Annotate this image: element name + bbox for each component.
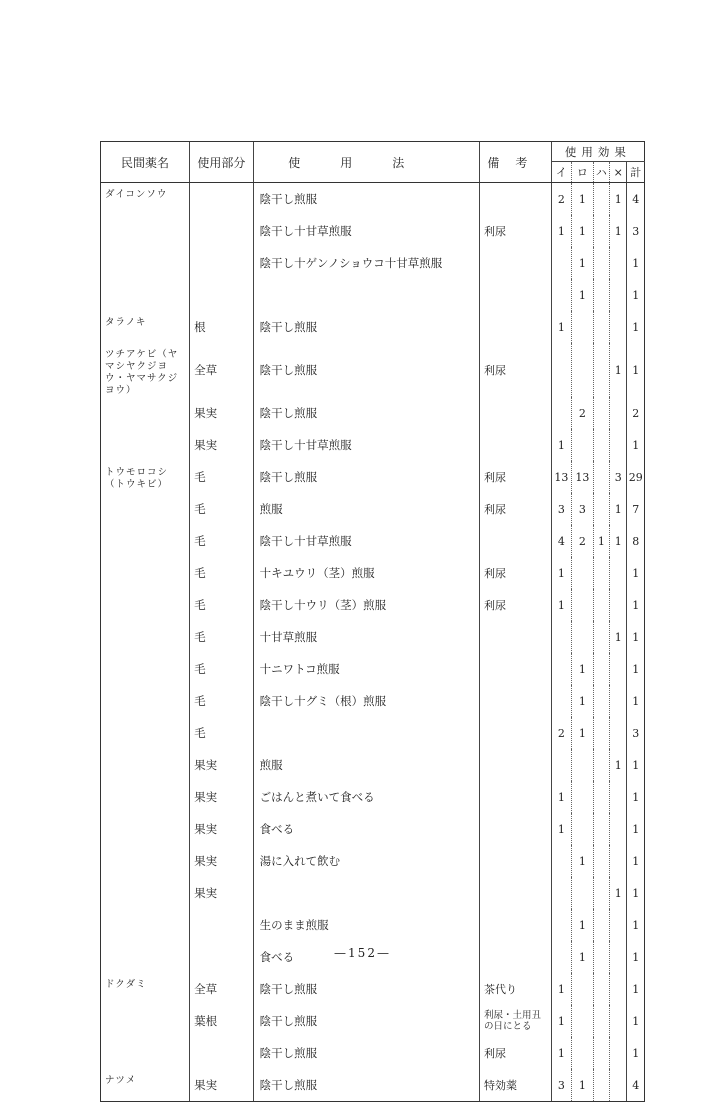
cell-effect-x [610, 653, 627, 685]
cell-name [101, 1037, 190, 1069]
cell-note: 利尿 [479, 215, 551, 247]
cell-effect-ro [572, 589, 594, 621]
cell-usage: 陰干し煎服 [253, 311, 479, 343]
header-sub-i: イ [551, 162, 571, 183]
cell-effect-ro: 2 [572, 397, 594, 429]
cell-effect-ha [593, 429, 609, 461]
cell-effect-ha [593, 215, 609, 247]
cell-usage: 十ニワトコ煎服 [253, 653, 479, 685]
cell-effect-i [551, 279, 571, 311]
cell-effect-ro: 1 [572, 1069, 594, 1102]
cell-effect-ha [593, 621, 609, 653]
cell-total: 1 [627, 311, 645, 343]
cell-note [479, 653, 551, 685]
cell-note: 利尿 [479, 493, 551, 525]
cell-usage [253, 717, 479, 749]
cell-effect-x [610, 717, 627, 749]
cell-total: 1 [627, 941, 645, 973]
cell-note [479, 621, 551, 653]
cell-part: 毛 [190, 621, 254, 653]
cell-effect-ha [593, 1005, 609, 1037]
header-sub-ro: ロ [572, 162, 594, 183]
cell-effect-i [551, 343, 571, 397]
cell-total: 8 [627, 525, 645, 557]
cell-effect-x [610, 311, 627, 343]
cell-effect-i: 1 [551, 311, 571, 343]
cell-note: 利尿 [479, 1037, 551, 1069]
cell-name [101, 813, 190, 845]
cell-effect-ha [593, 311, 609, 343]
cell-effect-x: 1 [610, 343, 627, 397]
cell-usage: 十キユウリ（茎）煎服 [253, 557, 479, 589]
cell-note: 利尿 [479, 461, 551, 493]
cell-total: 2 [627, 397, 645, 429]
cell-note [479, 685, 551, 717]
table-row [101, 1005, 645, 1037]
cell-effect-x: 3 [610, 461, 627, 493]
cell-name [101, 279, 190, 311]
cell-usage: 湯に入れて飲む [253, 845, 479, 877]
cell-effect-i: 1 [551, 1037, 571, 1069]
cell-part [190, 1037, 254, 1069]
table-row [101, 215, 645, 247]
cell-total: 1 [627, 781, 645, 813]
cell-effect-x: 1 [610, 215, 627, 247]
cell-part [190, 183, 254, 216]
cell-name [101, 653, 190, 685]
cell-part: 果実 [190, 845, 254, 877]
cell-effect-ha [593, 813, 609, 845]
table-row [101, 247, 645, 279]
cell-effect-x: 1 [610, 877, 627, 909]
cell-effect-x: 1 [610, 183, 627, 216]
cell-effect-ha [593, 557, 609, 589]
cell-total: 1 [627, 653, 645, 685]
cell-note [479, 429, 551, 461]
cell-name: ツチアケビ（ヤマシヤクジヨウ・ヤマサクジヨウ） [101, 343, 190, 397]
cell-note [479, 877, 551, 909]
table-row [101, 909, 645, 941]
cell-effect-ha [593, 973, 609, 1005]
cell-effect-ro [572, 973, 594, 1005]
cell-total: 3 [627, 215, 645, 247]
header-sub-ha: ハ [593, 162, 609, 183]
table-row [101, 557, 645, 589]
cell-effect-ha [593, 247, 609, 279]
cell-effect-ha [593, 909, 609, 941]
cell-effect-ha [593, 397, 609, 429]
cell-name [101, 589, 190, 621]
cell-usage: 陰干し煎服 [253, 183, 479, 216]
cell-effect-i: 1 [551, 589, 571, 621]
cell-usage: 陰干し煎服 [253, 1005, 479, 1037]
cell-effect-x [610, 781, 627, 813]
cell-effect-ro: 1 [572, 685, 594, 717]
cell-effect-i: 3 [551, 1069, 571, 1102]
cell-usage: 陰干し十甘草煎服 [253, 215, 479, 247]
cell-part: 全草 [190, 973, 254, 1005]
cell-total: 4 [627, 1069, 645, 1102]
cell-effect-ha [593, 1037, 609, 1069]
table-row [101, 845, 645, 877]
cell-name [101, 397, 190, 429]
table-row [101, 653, 645, 685]
table-row [101, 973, 645, 1005]
table-row [101, 749, 645, 781]
cell-effect-x [610, 557, 627, 589]
header-sub-x: × [610, 162, 627, 183]
cell-effect-ro [572, 781, 594, 813]
table-body [101, 183, 645, 1102]
cell-effect-i: 1 [551, 215, 571, 247]
cell-effect-x [610, 279, 627, 311]
cell-name [101, 621, 190, 653]
cell-total: 1 [627, 845, 645, 877]
cell-effect-i [551, 749, 571, 781]
cell-effect-ro: 2 [572, 525, 594, 557]
cell-name [101, 1005, 190, 1037]
table-row [101, 343, 645, 397]
cell-effect-ha [593, 589, 609, 621]
table-row [101, 589, 645, 621]
cell-effect-ro: 1 [572, 909, 594, 941]
cell-total: 1 [627, 621, 645, 653]
cell-part [190, 215, 254, 247]
header-usage: 使用法 [253, 142, 479, 183]
cell-effect-i [551, 247, 571, 279]
cell-effect-ro [572, 1037, 594, 1069]
cell-effect-i: 1 [551, 1005, 571, 1037]
cell-effect-i: 1 [551, 781, 571, 813]
cell-name [101, 493, 190, 525]
cell-effect-ro [572, 621, 594, 653]
cell-note [479, 279, 551, 311]
table-row [101, 397, 645, 429]
cell-total: 1 [627, 279, 645, 311]
cell-part: 毛 [190, 685, 254, 717]
cell-effect-ro [572, 343, 594, 397]
cell-effect-ro: 13 [572, 461, 594, 493]
cell-effect-ha [593, 685, 609, 717]
cell-effect-x: 1 [610, 493, 627, 525]
cell-name [101, 909, 190, 941]
cell-total: 7 [627, 493, 645, 525]
cell-usage: 陰干し煎服 [253, 973, 479, 1005]
cell-total: 1 [627, 749, 645, 781]
cell-effect-x [610, 1037, 627, 1069]
cell-part: 果実 [190, 813, 254, 845]
cell-usage: 陰干し煎服 [253, 1037, 479, 1069]
cell-effect-x [610, 685, 627, 717]
cell-effect-ha [593, 493, 609, 525]
table-row [101, 685, 645, 717]
cell-part: 全草 [190, 343, 254, 397]
cell-note [479, 247, 551, 279]
cell-name [101, 525, 190, 557]
cell-part: 毛 [190, 557, 254, 589]
cell-note [479, 397, 551, 429]
cell-effect-ro: 1 [572, 653, 594, 685]
cell-usage: 陰干し煎服 [253, 343, 479, 397]
cell-effect-ha [593, 1069, 609, 1102]
page-number: —152— [334, 946, 391, 960]
cell-name [101, 717, 190, 749]
cell-total: 1 [627, 429, 645, 461]
cell-effect-i [551, 653, 571, 685]
cell-effect-x [610, 973, 627, 1005]
cell-total: 1 [627, 343, 645, 397]
cell-total: 29 [627, 461, 645, 493]
table-row [101, 311, 645, 343]
cell-note [479, 183, 551, 216]
header-note: 備考 [479, 142, 551, 183]
cell-name: トウモロコシ（トウキビ） [101, 461, 190, 493]
cell-part: 毛 [190, 525, 254, 557]
cell-note: 利尿 [479, 589, 551, 621]
cell-name [101, 215, 190, 247]
cell-effect-ro: 1 [572, 717, 594, 749]
cell-note [479, 749, 551, 781]
cell-usage: 陰干し十甘草煎服 [253, 525, 479, 557]
cell-effect-i [551, 845, 571, 877]
cell-effect-x [610, 845, 627, 877]
table-row [101, 1069, 645, 1102]
cell-effect-x [610, 247, 627, 279]
cell-effect-x [610, 589, 627, 621]
cell-part: 果実 [190, 429, 254, 461]
cell-effect-ha [593, 749, 609, 781]
cell-effect-i: 2 [551, 183, 571, 216]
cell-part [190, 279, 254, 311]
cell-total: 1 [627, 589, 645, 621]
cell-name: ダイコンソウ [101, 183, 190, 216]
cell-total: 1 [627, 1037, 645, 1069]
cell-usage: 陰干し十グミ（根）煎服 [253, 685, 479, 717]
cell-usage [253, 279, 479, 311]
cell-effect-x: 1 [610, 749, 627, 781]
table-row [101, 781, 645, 813]
table-row [101, 183, 645, 216]
cell-effect-ha [593, 717, 609, 749]
cell-effect-x [610, 813, 627, 845]
table-row [101, 493, 645, 525]
header-part: 使用部分 [190, 142, 254, 183]
cell-effect-x [610, 429, 627, 461]
cell-effect-i: 3 [551, 493, 571, 525]
cell-effect-ro [572, 311, 594, 343]
cell-total: 4 [627, 183, 645, 216]
cell-total: 1 [627, 247, 645, 279]
cell-usage: 陰干し煎服 [253, 461, 479, 493]
cell-name: ナツメ [101, 1069, 190, 1102]
cell-name [101, 685, 190, 717]
cell-note [479, 909, 551, 941]
cell-effect-ha [593, 343, 609, 397]
cell-effect-x [610, 909, 627, 941]
cell-effect-i: 2 [551, 717, 571, 749]
cell-part: 毛 [190, 717, 254, 749]
cell-total: 1 [627, 877, 645, 909]
cell-part: 毛 [190, 653, 254, 685]
cell-effect-ro [572, 749, 594, 781]
cell-name: ドクダミ [101, 973, 190, 1005]
cell-effect-ha [593, 877, 609, 909]
cell-effect-ro [572, 429, 594, 461]
cell-effect-ro [572, 1005, 594, 1037]
cell-effect-ha: 1 [593, 525, 609, 557]
cell-effect-i [551, 621, 571, 653]
cell-name [101, 247, 190, 279]
cell-effect-ro: 1 [572, 845, 594, 877]
cell-effect-i [551, 685, 571, 717]
cell-note [479, 845, 551, 877]
cell-effect-i [551, 877, 571, 909]
cell-name [101, 429, 190, 461]
table-row [101, 279, 645, 311]
table-row [101, 461, 645, 493]
cell-note [479, 525, 551, 557]
cell-effect-ha [593, 279, 609, 311]
cell-name: タラノキ [101, 311, 190, 343]
cell-total: 1 [627, 973, 645, 1005]
cell-note: 茶代り [479, 973, 551, 1005]
cell-effect-x [610, 397, 627, 429]
cell-effect-ro: 1 [572, 941, 594, 973]
cell-usage: 食べる [253, 813, 479, 845]
cell-effect-i [551, 909, 571, 941]
cell-part: 根 [190, 311, 254, 343]
table-row [101, 621, 645, 653]
cell-part: 果実 [190, 1069, 254, 1102]
cell-part: 毛 [190, 589, 254, 621]
cell-effect-ro [572, 557, 594, 589]
table-row [101, 1037, 645, 1069]
cell-effect-x [610, 1005, 627, 1037]
cell-usage [253, 877, 479, 909]
cell-effect-ro [572, 813, 594, 845]
cell-part [190, 909, 254, 941]
cell-effect-ha [593, 653, 609, 685]
table-row [101, 429, 645, 461]
cell-effect-ro: 1 [572, 215, 594, 247]
cell-name [101, 781, 190, 813]
cell-note [479, 311, 551, 343]
cell-effect-i: 1 [551, 813, 571, 845]
header-sub-total: 計 [627, 162, 645, 183]
cell-usage: 陰干し煎服 [253, 397, 479, 429]
cell-note [479, 781, 551, 813]
cell-effect-x: 1 [610, 621, 627, 653]
cell-total: 3 [627, 717, 645, 749]
cell-note [479, 717, 551, 749]
cell-total: 1 [627, 557, 645, 589]
cell-effect-ha [593, 183, 609, 216]
table-row [101, 813, 645, 845]
cell-effect-ro: 1 [572, 247, 594, 279]
cell-usage: ごはんと煮いて食べる [253, 781, 479, 813]
cell-usage: 陰干し十ゲンノショウコ十甘草煎服 [253, 247, 479, 279]
cell-effect-i: 13 [551, 461, 571, 493]
cell-effect-i [551, 397, 571, 429]
cell-name [101, 557, 190, 589]
cell-effect-i: 1 [551, 429, 571, 461]
cell-effect-ro [572, 877, 594, 909]
cell-effect-ha [593, 461, 609, 493]
cell-name [101, 749, 190, 781]
cell-usage: 煎服 [253, 493, 479, 525]
cell-part: 葉根 [190, 1005, 254, 1037]
cell-part: 毛 [190, 493, 254, 525]
cell-part: 果実 [190, 781, 254, 813]
cell-total: 1 [627, 909, 645, 941]
cell-name [101, 845, 190, 877]
header-name: 民間薬名 [101, 142, 190, 183]
cell-total: 1 [627, 813, 645, 845]
header-effect: 使用効果 [551, 142, 644, 162]
cell-part: 果実 [190, 877, 254, 909]
cell-note: 利尿 [479, 343, 551, 397]
cell-part: 毛 [190, 461, 254, 493]
cell-part: 果実 [190, 397, 254, 429]
cell-effect-i: 1 [551, 557, 571, 589]
cell-note: 利尿 [479, 557, 551, 589]
cell-effect-x: 1 [610, 525, 627, 557]
cell-part: 果実 [190, 749, 254, 781]
cell-note: 利尿・土用丑の日にとる [479, 1005, 551, 1037]
cell-part [190, 247, 254, 279]
cell-usage: 十甘草煎服 [253, 621, 479, 653]
table-row [101, 717, 645, 749]
table-row [101, 877, 645, 909]
cell-usage: 煎服 [253, 749, 479, 781]
cell-effect-ha [593, 845, 609, 877]
cell-effect-ha [593, 781, 609, 813]
cell-effect-ro: 1 [572, 279, 594, 311]
cell-effect-i: 1 [551, 973, 571, 1005]
cell-effect-ro: 3 [572, 493, 594, 525]
cell-effect-ro: 1 [572, 183, 594, 216]
cell-usage: 陰干し十甘草煎服 [253, 429, 479, 461]
cell-name [101, 877, 190, 909]
cell-note [479, 813, 551, 845]
cell-usage: 陰干し煎服 [253, 1069, 479, 1102]
cell-usage: 生のまま煎服 [253, 909, 479, 941]
cell-note: 特効薬 [479, 1069, 551, 1102]
cell-usage: 陰干し十ウリ（茎）煎服 [253, 589, 479, 621]
cell-usage: 食べる [253, 941, 479, 973]
cell-effect-i: 4 [551, 525, 571, 557]
cell-total: 1 [627, 1005, 645, 1037]
table-row [101, 525, 645, 557]
cell-effect-x [610, 1069, 627, 1102]
cell-total: 1 [627, 685, 645, 717]
